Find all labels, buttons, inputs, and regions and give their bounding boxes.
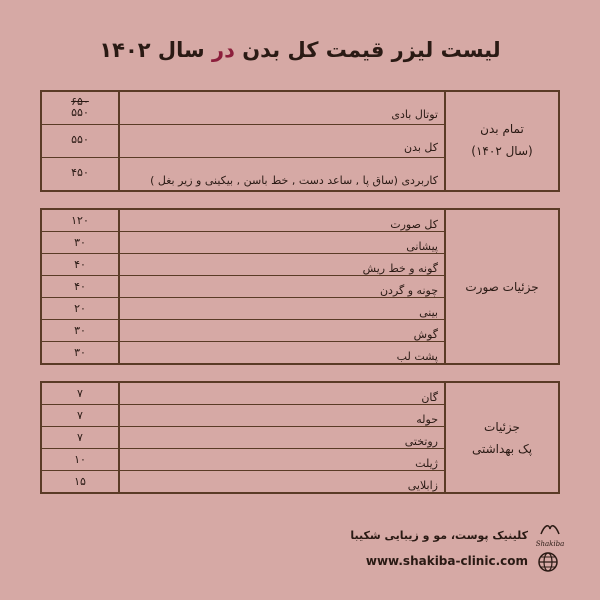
item-price bbox=[41, 91, 119, 125]
item-price: ۳۰ bbox=[41, 232, 119, 254]
website-link[interactable]: www.shakiba-clinic.com bbox=[365, 554, 528, 568]
item-name: روتختی bbox=[119, 427, 445, 449]
page-title bbox=[0, 38, 600, 62]
item-name: چونه و گردن bbox=[119, 276, 445, 298]
category-hygiene-pack bbox=[445, 382, 559, 493]
item-price: ۱۵ bbox=[41, 471, 119, 494]
item-price: ۷ bbox=[41, 405, 119, 427]
title-accent: در bbox=[212, 38, 235, 62]
item-price: ۷ bbox=[41, 382, 119, 405]
table-row bbox=[41, 91, 559, 125]
item-price: ۲۰ bbox=[41, 298, 119, 320]
item-price: ۱۰ bbox=[41, 449, 119, 471]
category-label: جزئیات bbox=[484, 419, 520, 434]
item-price: ۱۲۰ bbox=[41, 209, 119, 232]
clinic-logo bbox=[528, 521, 572, 548]
item-name: گونه و خط ریش bbox=[119, 254, 445, 276]
item-name: توتال بادی bbox=[119, 91, 445, 125]
category-sublabel: پک بهداشتی bbox=[471, 441, 533, 456]
item-name: حوله bbox=[119, 405, 445, 427]
item-name: ژیلت bbox=[119, 449, 445, 471]
item-price: ۴۰ bbox=[41, 254, 119, 276]
item-name: کل بدن bbox=[119, 125, 445, 158]
item-price: ۴۵۰ bbox=[41, 158, 119, 192]
old-price: ۶۵۰ bbox=[71, 94, 89, 108]
globe-icon bbox=[537, 551, 559, 573]
item-price: ۳۰ bbox=[41, 342, 119, 365]
full-body-price-table bbox=[40, 90, 560, 192]
category-face: جزئیات صورت bbox=[445, 209, 559, 364]
title-part1: لیست لیزر قیمت کل بدن bbox=[242, 38, 501, 62]
footer bbox=[0, 515, 600, 595]
hygiene-pack-price-table bbox=[40, 381, 560, 494]
clinic-name: کلینیک پوست، مو و زیبایی شکیبا bbox=[350, 529, 528, 542]
item-price: ۴۰ bbox=[41, 276, 119, 298]
item-price: ۵۵۰ bbox=[41, 125, 119, 158]
new-price: ۵۵۰ bbox=[71, 105, 89, 119]
table-row bbox=[41, 382, 559, 405]
item-price: ۷ bbox=[41, 427, 119, 449]
item-name: بینی bbox=[119, 298, 445, 320]
category-sublabel: (سال ۱۴۰۲) bbox=[471, 143, 533, 158]
logo-mark-icon bbox=[539, 522, 561, 536]
item-price: ۳۰ bbox=[41, 320, 119, 342]
title-part2: سال ۱۴۰۲ bbox=[99, 38, 205, 62]
face-details-price-table bbox=[40, 208, 560, 365]
item-name: گان bbox=[119, 382, 445, 405]
item-name: کل صورت bbox=[119, 209, 445, 232]
table-row bbox=[41, 209, 559, 232]
item-name: پیشانی bbox=[119, 232, 445, 254]
category-label: تمام بدن bbox=[480, 121, 524, 136]
logo-text: Shakiba bbox=[535, 540, 565, 548]
item-name: پشت لب bbox=[119, 342, 445, 365]
item-name: زابلایی bbox=[119, 471, 445, 494]
item-name: کاربردی (ساق پا , ساعد دست , خط باسن , بیکینی و زیر بغل ) bbox=[119, 158, 445, 192]
category-full-body bbox=[445, 91, 559, 191]
item-name: گوش bbox=[119, 320, 445, 342]
